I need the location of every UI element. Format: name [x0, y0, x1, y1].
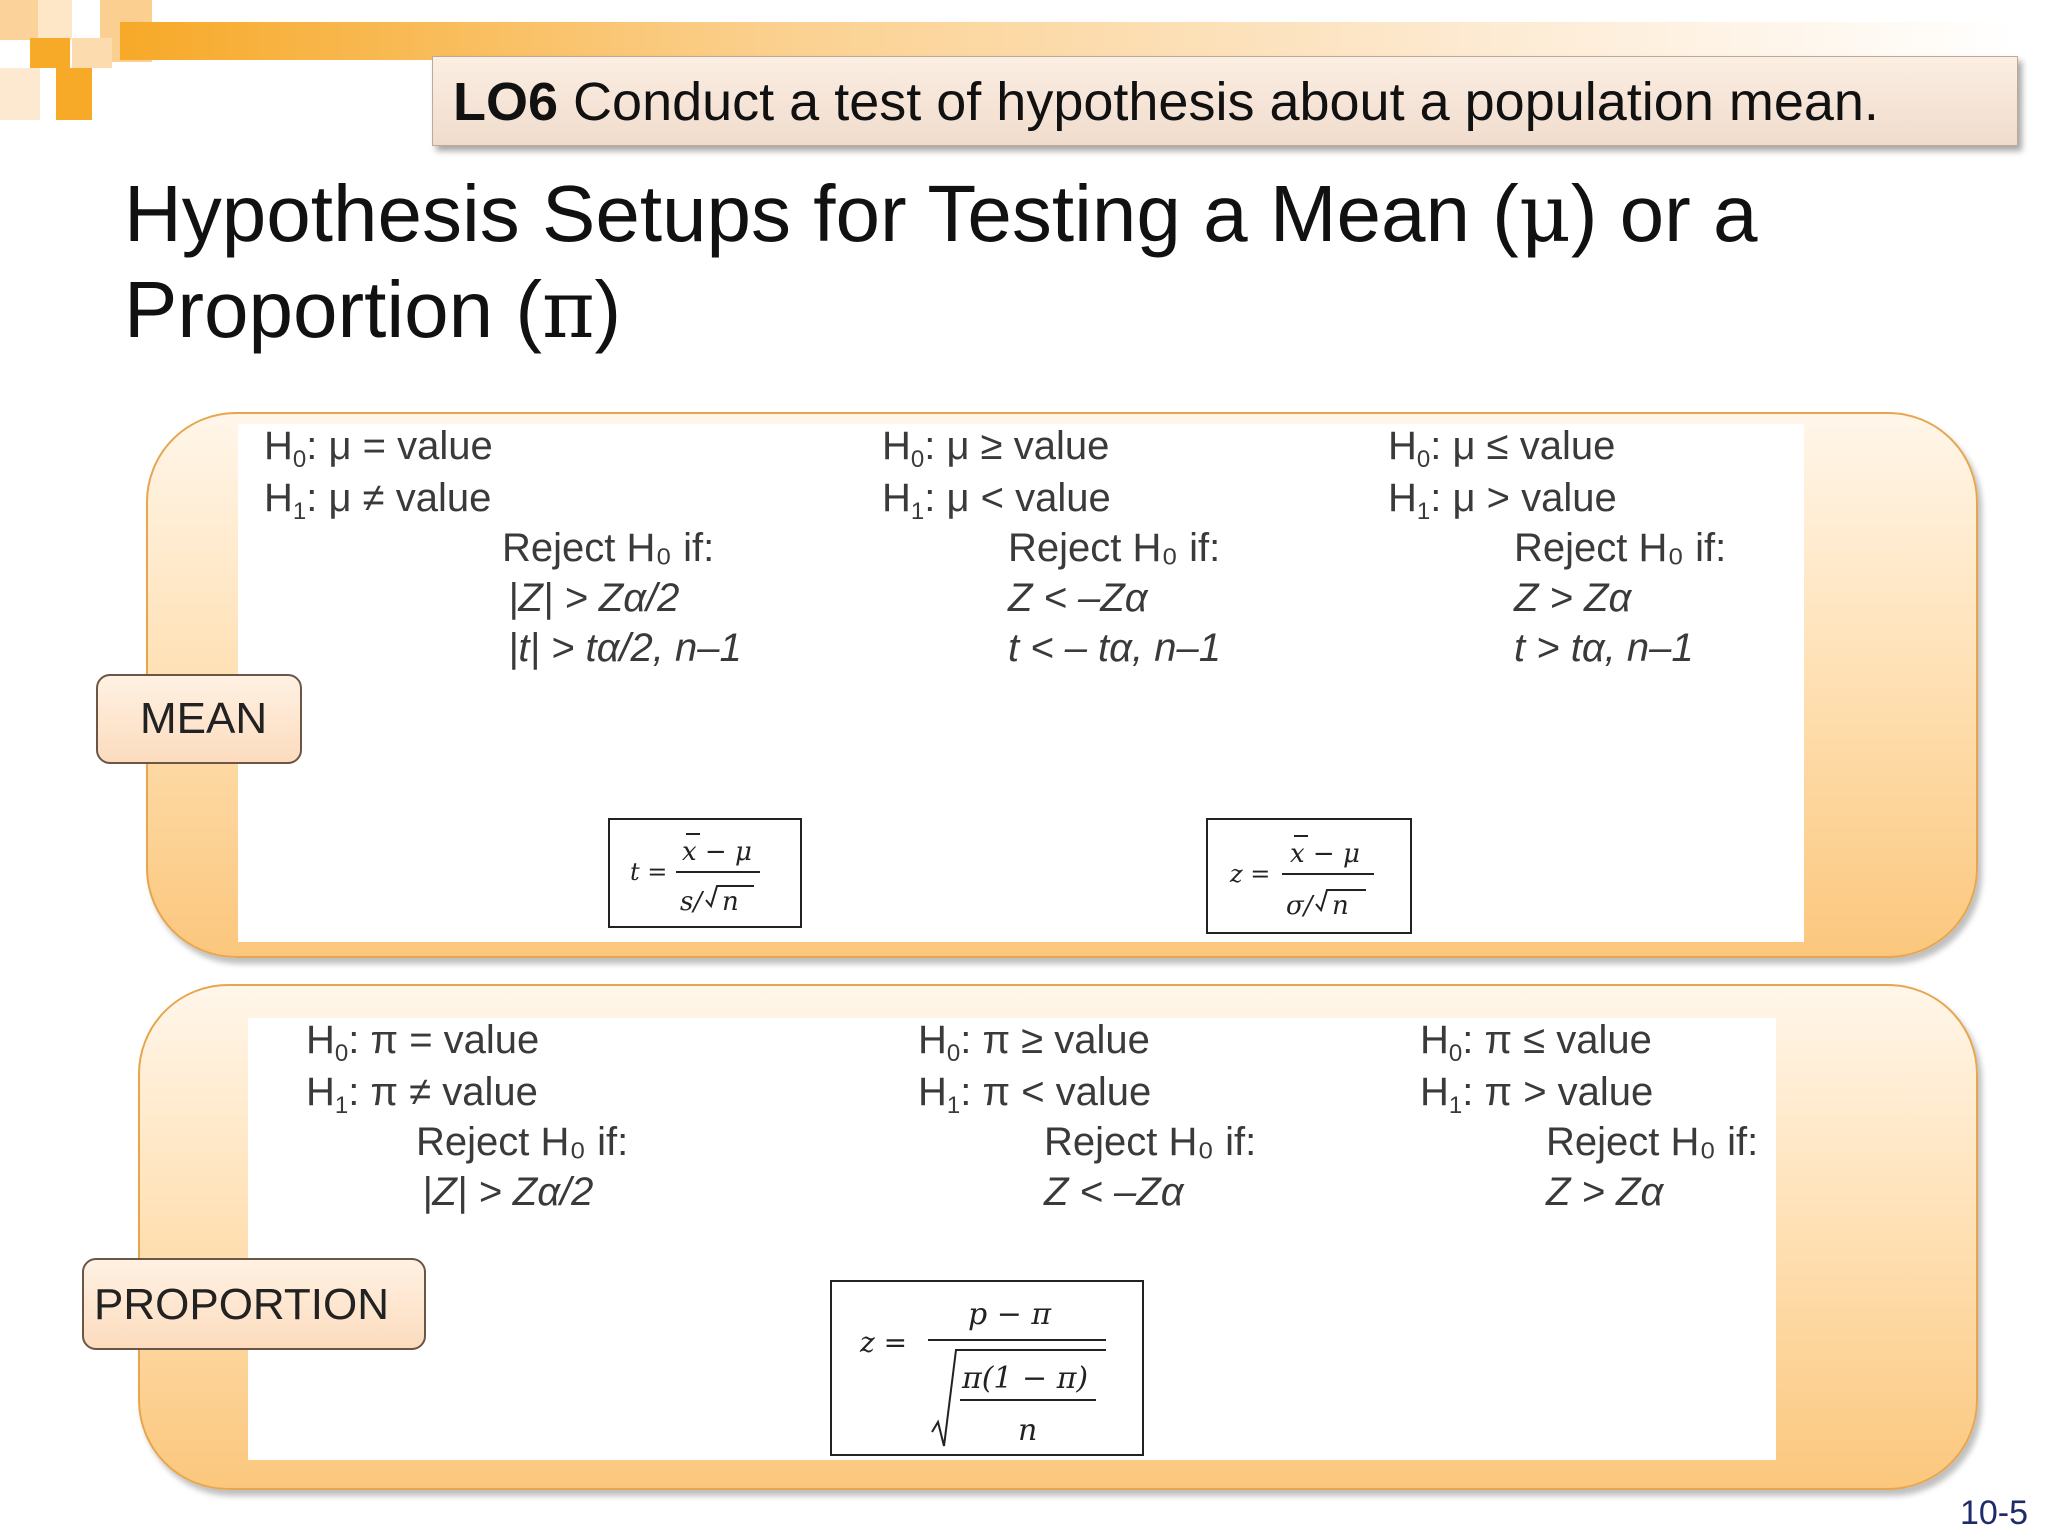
h0-statement: π ≥ value: [982, 1018, 1150, 1062]
title-line2-text: Proportion (: [124, 265, 542, 354]
svg-text:n: n: [1018, 1413, 1038, 1448]
t-formula-graphic: [610, 820, 800, 926]
svg-text:n: n: [1332, 891, 1349, 921]
svg-text:π(1 − π): π(1 − π): [962, 1361, 1089, 1396]
page-number: 10-5: [1959, 1494, 2028, 1532]
z-statistic-formula-mean: [1206, 818, 1412, 934]
svg-text:t =: t =: [630, 858, 668, 886]
h1-statement: π < value: [982, 1070, 1152, 1114]
h1-statement: μ < value: [946, 476, 1111, 520]
lo-description: Conduct a test of hypothesis about a population mean.: [573, 72, 1879, 132]
t-rejection-rule: |t| > tα/2, n–1: [508, 626, 742, 670]
reject-label: Reject H₀ if:: [1546, 1120, 1759, 1164]
reject-label: Reject H₀ if:: [1514, 526, 1727, 570]
learning-objective-banner: [432, 56, 2018, 146]
z-rejection-rule: |Z| > Zα/2: [508, 576, 680, 620]
h0-statement: π ≤ value: [1484, 1018, 1652, 1062]
h0-statement: π = value: [370, 1018, 540, 1062]
reject-label: Reject H₀ if:: [1008, 526, 1221, 570]
pi-symbol: π: [541, 263, 595, 356]
mean-label: MEAN: [140, 694, 268, 743]
reject-label: Reject H₀ if:: [416, 1120, 629, 1164]
svg-text:p − π: p − π: [968, 1297, 1052, 1332]
z-proportion-formula-graphic: [832, 1282, 1142, 1454]
z-statistic-formula-proportion: [830, 1280, 1144, 1456]
h1-statement: π > value: [1484, 1070, 1654, 1114]
h1-statement: μ ≠ value: [328, 476, 492, 520]
mean-label-tag: [96, 674, 302, 764]
reject-label: Reject H₀ if:: [502, 526, 715, 570]
z-rejection-rule: Z < –Zα: [1008, 576, 1148, 620]
t-statistic-formula: [608, 818, 802, 928]
z-rejection-rule: |Z| > Zα/2: [422, 1170, 594, 1214]
svg-text:x − μ: x − μ: [682, 837, 752, 867]
title-line1-end: ) or a: [1570, 169, 1758, 258]
svg-text:n: n: [722, 887, 739, 917]
z-formula-graphic: [1208, 820, 1410, 932]
t-rejection-rule: t < – tα, n–1: [1008, 626, 1221, 670]
svg-text:x − μ: x − μ: [1290, 839, 1360, 869]
h0-statement: μ = value: [328, 424, 493, 468]
proportion-label: PROPORTION: [94, 1280, 390, 1329]
proportion-label-tag: [82, 1258, 426, 1350]
reject-label: Reject H₀ if:: [1044, 1120, 1257, 1164]
lo-code: LO6: [453, 72, 559, 132]
z-rejection-rule: Z < –Zα: [1044, 1170, 1184, 1214]
h0-statement: μ ≥ value: [946, 424, 1110, 468]
z-rejection-rule: Z > Zα: [1514, 576, 1632, 620]
svg-text:σ/: σ/: [1286, 891, 1313, 921]
mu-symbol: μ: [1518, 167, 1571, 260]
svg-text:z =: z =: [860, 1326, 908, 1359]
title-line1-text: Hypothesis Setups for Testing a Mean (: [124, 169, 1519, 258]
svg-text:z =: z =: [1230, 860, 1271, 888]
h1-statement: μ > value: [1452, 476, 1617, 520]
svg-text:s/: s/: [680, 887, 703, 917]
header-accent-bar: [120, 22, 2020, 60]
h1-statement: π ≠ value: [370, 1070, 538, 1114]
page-title: [124, 166, 1758, 358]
z-rejection-rule: Z > Zα: [1546, 1170, 1664, 1214]
h0-statement: μ ≤ value: [1452, 424, 1616, 468]
title-line2-end: ): [594, 265, 622, 354]
t-rejection-rule: t > tα, n–1: [1514, 626, 1694, 670]
